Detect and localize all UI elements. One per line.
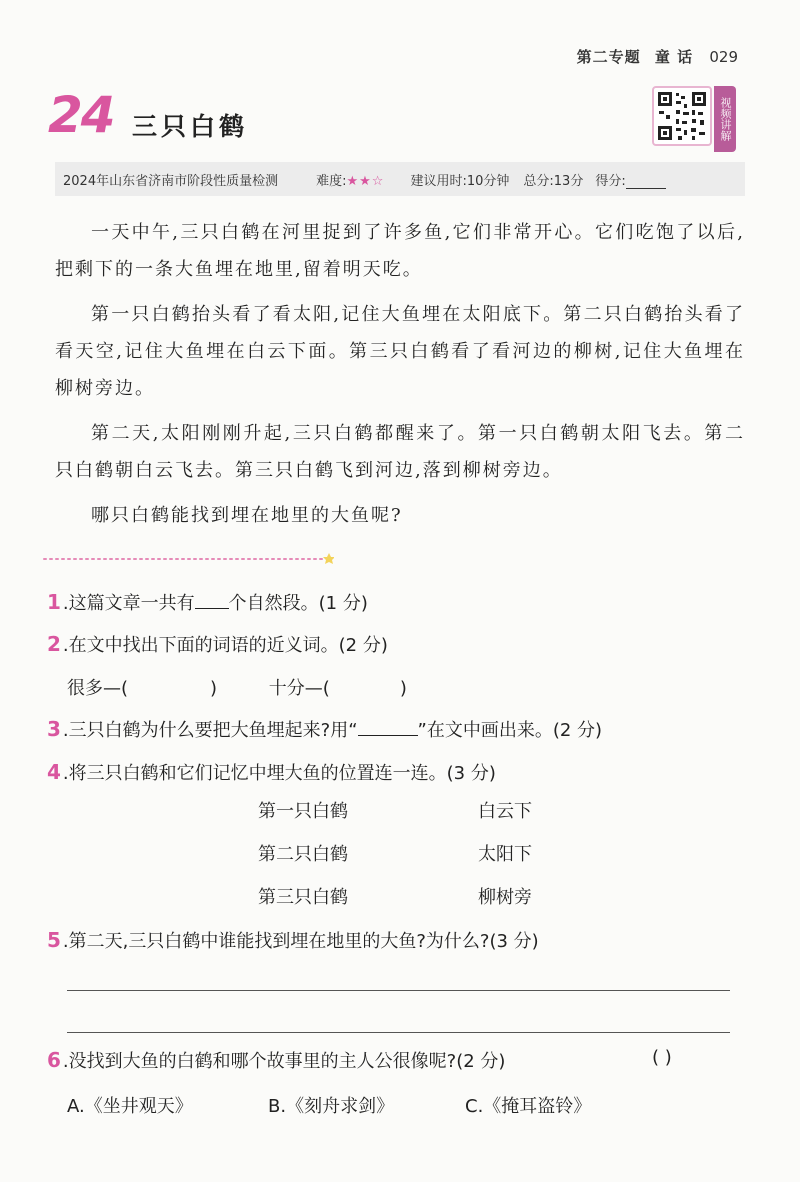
question-number: 4 <box>47 760 61 784</box>
qr-code-icon <box>654 88 710 144</box>
question-3: 3 .三只白鹤为什么要把大鱼埋起来?用“ ”在文中画出来。(2 分) <box>47 717 603 741</box>
q2-items <box>67 674 407 700</box>
video-explain-tab[interactable]: 视频讲解 <box>714 86 736 152</box>
passage-paragraph: 第二天,太阳刚刚升起,三只白鹤都醒来了。第一只白鹤朝太阳飞去。第二只白鹤朝白云飞去。第三只白鹤飞到河边,落到柳树旁边。 <box>55 423 745 481</box>
match-left-3[interactable]: 第三只白鹤 <box>258 887 348 908</box>
difficulty-stars: ★★☆ <box>346 173 385 189</box>
lesson-title: 三只白鹤 <box>132 112 249 141</box>
match-left-2[interactable]: 第二只白鹤 <box>258 844 348 865</box>
question-number: 5 <box>47 928 61 952</box>
passage-paragraph: 一天中午,三只白鹤在河里捉到了许多鱼,它们非常开心。它们吃饱了以后,把剩下的一条大鱼埋在地里,留着明天吃。 <box>55 222 745 280</box>
question-1: 1 .这篇文章一共有 个自然段。(1 分) <box>47 590 368 614</box>
match-left-1[interactable]: 第一只白鹤 <box>258 801 348 822</box>
score-field[interactable]: 得分: <box>595 170 665 189</box>
question-number: 6 <box>47 1048 61 1072</box>
subject-label: 童 话 <box>654 48 694 66</box>
question-5: 5 .第二天,三只白鹤中谁能找到埋在地里的大鱼?为什么?(3 分) <box>47 928 539 952</box>
question-number: 1 <box>47 590 61 614</box>
star-icon <box>323 553 334 564</box>
q2-item-2[interactable]: 十分—( ) <box>268 678 407 699</box>
question-4: 4 .将三只白鹤和它们记忆中埋大鱼的位置连一连。(3 分) <box>47 760 496 784</box>
source-label: 2024年山东省济南市阶段性质量检测 <box>63 173 279 189</box>
passage-paragraph: 第一只白鹤抬头看了看太阳,记住大鱼埋在太阳底下。第二只白鹤抬头看了看天空,记住大鱼埋在白云下面。第三只白鹤看了看河边的柳树,记住大鱼埋在柳树旁边。 <box>55 304 745 399</box>
question-number: 3 <box>47 717 61 741</box>
score-blank[interactable] <box>626 175 666 189</box>
question-number: 2 <box>47 632 61 656</box>
suggested-time: 建议用时:10分钟 <box>410 173 510 189</box>
question-6: 6 .没找到大鱼的白鹤和哪个故事里的主人公很像呢?(2 分) <box>47 1048 506 1072</box>
question-2: 2 .在文中找出下面的词语的近义词。(2 分) <box>47 632 388 656</box>
difficulty-label: 难度:★★☆ <box>316 173 385 189</box>
q2-item-1[interactable]: 很多—( ) <box>67 678 218 699</box>
q6-option-a[interactable]: A.《坐井观天》 <box>67 1096 193 1117</box>
section-label: 第二专题 <box>576 48 641 66</box>
total-score: 总分:13分 <box>523 173 584 189</box>
info-bar <box>55 162 745 196</box>
q6-option-b[interactable]: B.《刻舟求剑》 <box>268 1096 395 1117</box>
match-right-3[interactable]: 柳树旁 <box>478 887 532 908</box>
answer-line-1[interactable] <box>67 990 730 991</box>
passage <box>55 214 745 542</box>
q1-answer-blank[interactable] <box>195 590 229 609</box>
page-header <box>577 46 738 67</box>
page-number: 029 <box>709 48 738 66</box>
q6-answer-bracket[interactable]: ( ) <box>652 1047 672 1068</box>
dotted-divider <box>42 552 334 564</box>
q3-underline-sample <box>358 717 418 736</box>
answer-line-2[interactable] <box>67 1032 730 1033</box>
match-right-1[interactable]: 白云下 <box>478 801 532 822</box>
match-right-2[interactable]: 太阳下 <box>478 844 532 865</box>
qr-code[interactable] <box>652 86 712 146</box>
passage-paragraph: 哪只白鹤能找到埋在地里的大鱼呢? <box>91 505 403 526</box>
q6-option-c[interactable]: C.《掩耳盗铃》 <box>465 1096 592 1117</box>
lesson-number: 24 <box>48 86 114 144</box>
